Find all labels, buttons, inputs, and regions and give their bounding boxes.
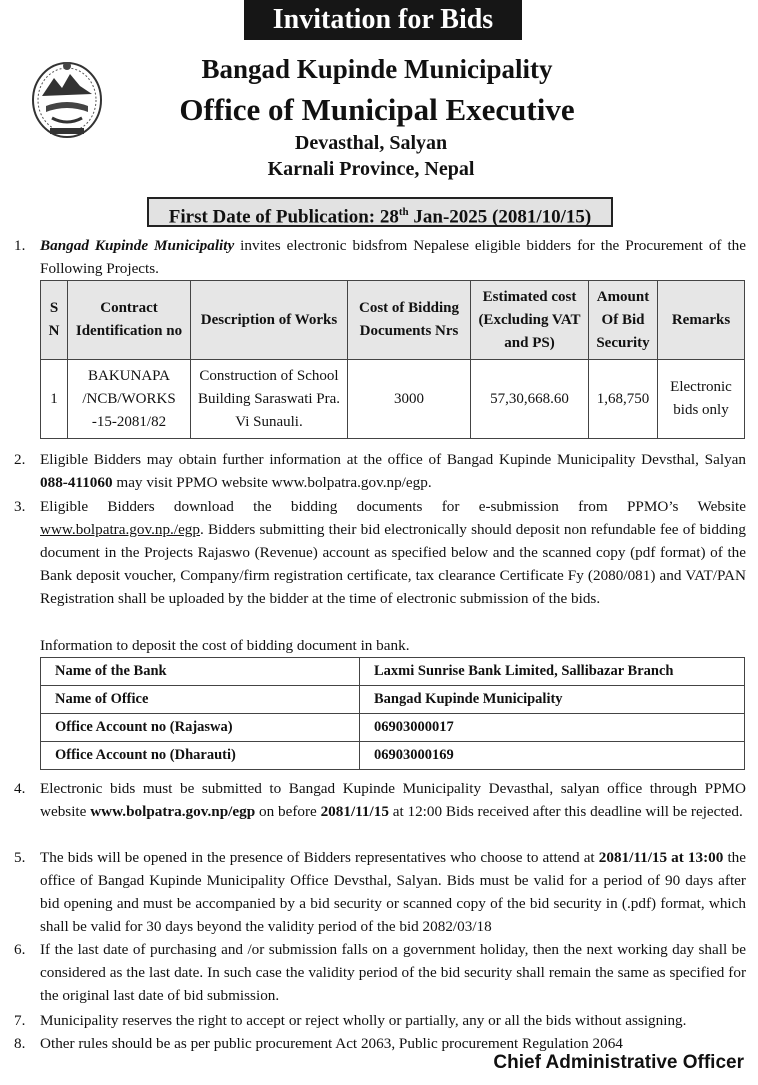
cell-sn: 1 [41, 360, 68, 439]
item-4-part-2: on before [255, 803, 321, 820]
bank-value: Laxmi Sunrise Bank Limited, Sallibazar Branch [360, 658, 745, 686]
col-bid-security: Amount Of Bid Security [589, 281, 658, 360]
table-row [41, 686, 745, 714]
dharauti-label: Office Account no (Dharauti) [41, 742, 360, 770]
table-row [41, 714, 745, 742]
publication-sup: th [398, 206, 409, 218]
publication-rest: Jan-2025 (2081/10/15) [408, 206, 592, 228]
bank-table [40, 657, 745, 770]
item-2-part-1: Eligible Bidders may obtain further information at the office of Bangad Kupinde Municipality Devsthal, Salyan [40, 451, 746, 468]
item-4-number: 4. [14, 780, 26, 797]
item-8-number: 8. [14, 1035, 26, 1052]
item-7-number: 7. [14, 1012, 26, 1029]
item-4-site: www.bolpatra.gov.np/egp [90, 803, 256, 820]
table-row [41, 360, 745, 439]
col-sn: S N [41, 281, 68, 360]
cell-description: Construction of School Building Saraswati Pra. Vi Sunauli. [191, 360, 348, 439]
item-8-text: Other rules should be as per public procurement Act 2063, Public procurement Regulation 2064 [40, 1035, 623, 1052]
cell-contract-id: BAKUNAPA /NCB/WORKS -15-2081/82 [68, 360, 191, 439]
table-row [41, 742, 745, 770]
publication-date-box [147, 197, 613, 227]
table-row [41, 658, 745, 686]
item-4-part-3: at 12:00 Bids received after this deadline will be rejected. [388, 803, 743, 820]
item-6-text: If the last date of purchasing and /or submission falls on a government holiday, then the next working day shall be considered as the last date. In such case the validity period of the bid security shall remain the same as specified for the original last date of bid submission. [40, 941, 746, 1004]
bank-label: Name of the Bank [41, 658, 360, 686]
item-2-number: 2. [14, 451, 26, 468]
item-2-text [40, 448, 746, 494]
item-2-phone: 088-411060 [40, 474, 113, 491]
item-1-lead: Bangad Kupinde Municipality [40, 237, 235, 254]
bid-table [40, 280, 745, 439]
office-province: Karnali Province, Nepal [267, 158, 475, 180]
col-doc-cost: Cost of Bidding Documents Nrs [348, 281, 471, 360]
bank-info-intro: Information to deposit the cost of bidding document in bank. [40, 637, 410, 654]
office-value: Bangad Kupinde Municipality [360, 686, 745, 714]
office-location: Devasthal, Salyan [294, 132, 448, 154]
item-7-text: Municipality reserves the right to accept or reject wholly or partially, any or all the bids without assigning. [40, 1012, 687, 1029]
rajaswa-label: Office Account no (Rajaswa) [41, 714, 360, 742]
cell-bid-security: 1,68,750 [589, 360, 658, 439]
cell-estimated-cost: 57,30,668.60 [471, 360, 589, 439]
item-3-text [40, 495, 746, 610]
item-2-part-2: may visit PPMO website www.bolpatra.gov.np/egp. [112, 474, 432, 491]
item-1-text [40, 234, 746, 280]
item-4-part-1: Electronic bids must be submitted to Bangad Kupinde Municipality Devasthal, salyan office through PPMO website [40, 780, 746, 820]
publication-label: First Date of Publication: 28 [168, 206, 399, 228]
item-3-part-2: . Bidders submitting their bid electronically should deposit non refundable fee of bidding document in the Projects Rajaswo (Revenue) account as specified below and the scanned copy (pdf format) of the Bank deposit voucher, Company/firm registration certificate, tax clearance Certificate Fy (2080/081) and VAT/PAN Registration shall be uploaded by the bidder at the time of electronic submission of the bids. [40, 521, 746, 607]
dharauti-value: 06903000169 [360, 742, 745, 770]
item-5-date: 2081/11/15 at 13:00 [598, 849, 724, 866]
item-5-text [40, 846, 746, 938]
item-6-number: 6. [14, 941, 26, 958]
col-estimated-cost: Estimated cost (Excluding VAT and PS) [471, 281, 589, 360]
rajaswa-value: 06903000017 [360, 714, 745, 742]
office-label: Name of Office [41, 686, 360, 714]
signature-title: Chief Administrative Officer [493, 1052, 744, 1073]
col-description: Description of Works [191, 281, 348, 360]
municipality-name: Bangad Kupinde Municipality [201, 54, 553, 84]
item-4-text [40, 777, 746, 823]
ppmo-website-link[interactable]: www.bolpatra.gov.np./egp [40, 521, 200, 538]
bid-table-header-row [41, 281, 745, 360]
item-4-date: 2081/11/15 [320, 803, 389, 820]
item-3-part-1: Eligible Bidders download the bidding documents for e-submission from PPMO’s Website [40, 498, 746, 515]
item-5-part-1: The bids will be opened in the presence of Bidders representatives who choose to attend at [40, 849, 599, 866]
cell-remarks: Electronic bids only [658, 360, 745, 439]
cell-doc-cost: 3000 [348, 360, 471, 439]
item-5-number: 5. [14, 849, 26, 866]
col-remarks: Remarks [658, 281, 745, 360]
item-3-number: 3. [14, 498, 26, 515]
invitation-banner: Invitation for Bids [244, 0, 522, 40]
item-1-body: invites electronic bidsfrom Nepalese eligible bidders for the Procurement of the Following Projects. [40, 237, 746, 277]
col-contract-id: Contract Identification no [68, 281, 191, 360]
item-5-part-2: the office of Bangad Kupinde Municipality Office Devsthal, Salyan. Bids must be valid for a period of 90 days after bid opening and must be accompanied by a bid security or scanned copy of the bid security in (.pdf) format, which shall be valid for 30 days beyond the validity period of the bid 2082/03/18 [40, 849, 746, 935]
item-1-number: 1. [14, 237, 26, 254]
office-name: Office of Municipal Executive [179, 92, 575, 127]
